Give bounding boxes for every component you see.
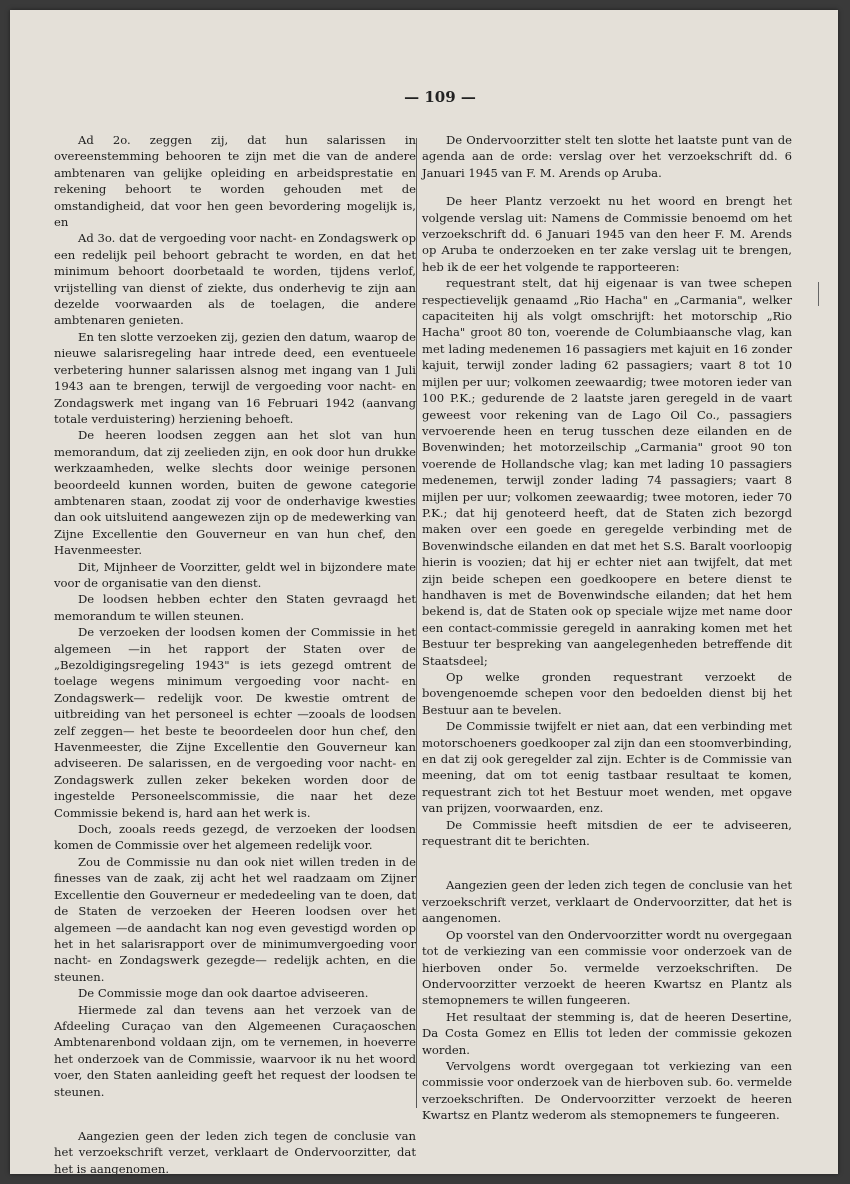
page-number: — 109 — xyxy=(404,88,476,106)
right-column xyxy=(422,132,792,1124)
paragraph: De Commissie heeft mitsdien de eer te adviseeren, requestrant dit te berichten. xyxy=(422,817,792,849)
paragraph: Op voorstel van den Ondervoorzitter wordt nu overgegaan tot de verkiezing van een commissie voor onderzoek van de hierboven onder 5o. vermelde verzoekschriften. De Ondervoorzitter verzoekt de heeren Kwartsz en Plantz als stemopnemers te willen fungeeren. xyxy=(422,927,792,1008)
paragraph: En ten slotte verzoeken zij, gezien den datum, waarop de nieuwe salarisregeling haar intrede deed, een eventueele verbetering hunner salarissen alsnog met ingang van 1 Juli 1943 aan te brengen, terwijl de vergoeding voor nacht- en Zondagswerk met ingang van 16 Februari 1942 (aanvang totale verduistering) herziening behoeft. xyxy=(54,329,416,426)
paragraph: Op welke gronden requestrant verzoekt de bovengenoemde schepen voor den bedoelden dienst bij het Bestuur aan te bevelen. xyxy=(422,670,792,717)
paragraph: Aangezien geen der leden zich tegen de conclusie van het verzoekschrift verzet, verklaart de Ondervoorzitter, dat het is aangenomen. xyxy=(422,878,792,926)
paragraph: Vervolgens wordt overgegaan tot verkiezing van een commissie voor onderzoek van de hierboven sub. 6o. vermelde verzoekschriften. De Ondervoorzitter verzoekt de heeren Kwartsz en Plantz wederom als stemopnemers te fungeeren. xyxy=(422,1058,792,1123)
paragraph: Doch, zooals reeds gezegd, de verzoeken der loodsen komen de Commissie over het algemeen redelijk voor. xyxy=(54,822,416,853)
paragraph: Ad 3o. dat de vergoeding voor nacht- en Zondagswerk op een redelijk peil behoort gebracht te worden, en dat het minimum behoort doorbetaald te worden, tijdens verlof, vrijstelling van dienst of ziekte, dus onderhevig te zijn aan dezelde voorwaarden als de toelagen, die andere ambtenaren genieten. xyxy=(54,231,416,328)
paragraph: De verzoeken der loodsen komen der Commissie in het algemeen —in het rapport der Staten over de „Bezoldigingsregeling 1943" is iets gezegd omtrent de toelage wegens minimum vergoeding voor nacht- en Zondagswerk— redelijk voor. De kwestie omtrent de uitbreiding van het personeel is echter —zooals de loodsen zelf zeggen— het beste te beoordeelen door hun chef, den Havenmeester, die Zijne Excellentie den Gouverneur kan adviseeren. De salarissen, en de vergoeding voor nacht- en Zondagswerk zullen zeker bekeken worden door de ingestelde Personeelscommissie, die naar het deze Commissie bekend is, hard aan het werk is. xyxy=(54,625,416,820)
margin-mark xyxy=(818,282,819,306)
paragraph: De heeren loodsen zeggen aan het slot van hun memorandum, dat zij zeelieden zijn, en ook door hun drukke werkzaamheden, welke slechts door weinige personen beoordeeld kunnen worden, buiten de gewone categorie ambtenaren staan, zoodat zij voor de onderhavige kwesties dan ook uitsluitend aangewezen zijn op de medewerking van Zijne Excellentie den Gouverneur en van hun chef, den Havenmeester. xyxy=(54,428,416,558)
paragraph: Dit, Mijnheer de Voorzitter, geldt wel in bijzondere mate voor de organisatie van den dienst. xyxy=(54,559,416,590)
paragraph: requestrant stelt, dat hij eigenaar is van twee schepen respectievelijk genaamd „Rio Hacha" en „Carmania", welker capaciteiten hij als volgt omschrijft: het motorschip „Rio Hacha" groot 80 ton, voerende de Columbiaansche vlag, kan met lading medenemen 16 passagiers met kajuit en 16 zonder kajuit, terwijl zonder lading 62 passagiers; vaart 8 tot 10 mijlen per uur; volkomen zeewaardig; twee motoren ieder van 100 P.K.; gedurende de 2 laatste jaren geregeld in de vaart geweest voor rekening van de Lago Oil Co., passagiers vervoerende heen en terug tusschen deze eilanden en de Bovenwinden; het motorzeilschip „Carmania" groot 90 ton voerende de Hollandsche vlag; kan met lading 10 passagiers medenemen, terwijl zonder lading 74 passagiers; vaart 8 mijlen per uur; volkomen zeewaardig; twee motoren, ieder 70 P.K.; dat hij genoteerd heeft, dat de Staten zich bezorgd maken over een goede en geregelde verbinding met de Bovenwindsche eilanden en dat met het S.S. Baralt voorloopig hierin is voozien; dat hij er echter niet aan twijfelt, dat met zijn beide schepen een goedkoopere en betere dienst te handhaven is met de Bovenwindsche eilanden; dat het hem bekend is, dat de Staten ook op speciale wijze met name door een contact-commissie geregeld in aanraking komen met het Bestuur ter bespreking van aangelegenheden betreffende dit Staatsdeel; xyxy=(422,276,792,668)
paragraph: De Commissie twijfelt er niet aan, dat een verbinding met motorschoeners goedkooper zal zijn dan een stoomverbinding, en dat zij ook geregelder zal zijn. Echter is de Commissie van meening, dat om tot eenig tastbaar resultaat te komen, requestrant zich tot het Bestuur moet wenden, met opgave van prijzen, voorwaarden, enz. xyxy=(422,719,792,816)
paragraph: De Ondervoorzitter stelt ten slotte het laatste punt van de agenda aan de orde: verslag over het verzoekschrift dd. 6 Januari 1945 van F. M. Arends op Aruba. xyxy=(422,133,792,180)
paragraph: Hiermede zal dan tevens aan het verzoek van de Afdeeling Curaçao van den Algemeenen Curaçaoschen Ambtenarenbond voldaan zijn, om te vernemen, in hoeverre het onderzoek van de Commissie, waarvoor ik nu het woord voer, den Staten aanleiding geeft het request der loodsen te steunen. xyxy=(54,1002,416,1099)
column-divider xyxy=(416,138,417,1108)
paragraph: Zou de Commissie nu dan ook niet willen treden in de finesses van de zaak, zij acht het wel raadzaam om Zijner Excellentie den Gouverneur er mededeeling van te doen, dat de Staten de verzoeken der Heeren loodsen over het algemeen —de aandacht kan nog even gevestigd worden op het in het salarisrapport over de minimumvergoeding voor nacht- en Zondagswerk gezegde— redelijk achten, en die steunen. xyxy=(54,854,416,984)
paragraph: De Commissie moge dan ook daartoe adviseeren. xyxy=(78,986,369,1001)
paragraph: Ad 2o. zeggen zij, dat hun salarissen in overeenstemming behooren te zijn met die van de andere ambtenaren van gelijke opleiding en arbeidsprestatie en rekening behoort te worden gehouden met de omstandigheid, dat voor hen geen bevordering mogelijk is, en xyxy=(54,133,416,230)
document-page xyxy=(10,10,838,1174)
left-column xyxy=(54,132,416,1174)
paragraph: Aangezien geen der leden zich tegen de conclusie van het verzoekschrift verzet, verklaart de Ondervoorzitter, dat het is aangenomen. xyxy=(54,1128,416,1174)
paragraph: De heer Plantz verzoekt nu het woord en brengt het volgende verslag uit: Namens de Commissie benoemd om het verzoekschrift dd. 6 Januari 1945 van den heer F. M. Arends op Aruba te onderzoeken en ter zake verslag uit te brengen, heb ik de eer het volgende te rapporteeren: xyxy=(422,194,792,274)
paragraph: De loodsen hebben echter den Staten gevraagd het memorandum te willen steunen. xyxy=(54,592,416,623)
paragraph: Het resultaat der stemming is, dat de heeren Desertine, Da Costa Gomez en Ellis tot leden der commissie gekozen worden. xyxy=(422,1009,792,1057)
